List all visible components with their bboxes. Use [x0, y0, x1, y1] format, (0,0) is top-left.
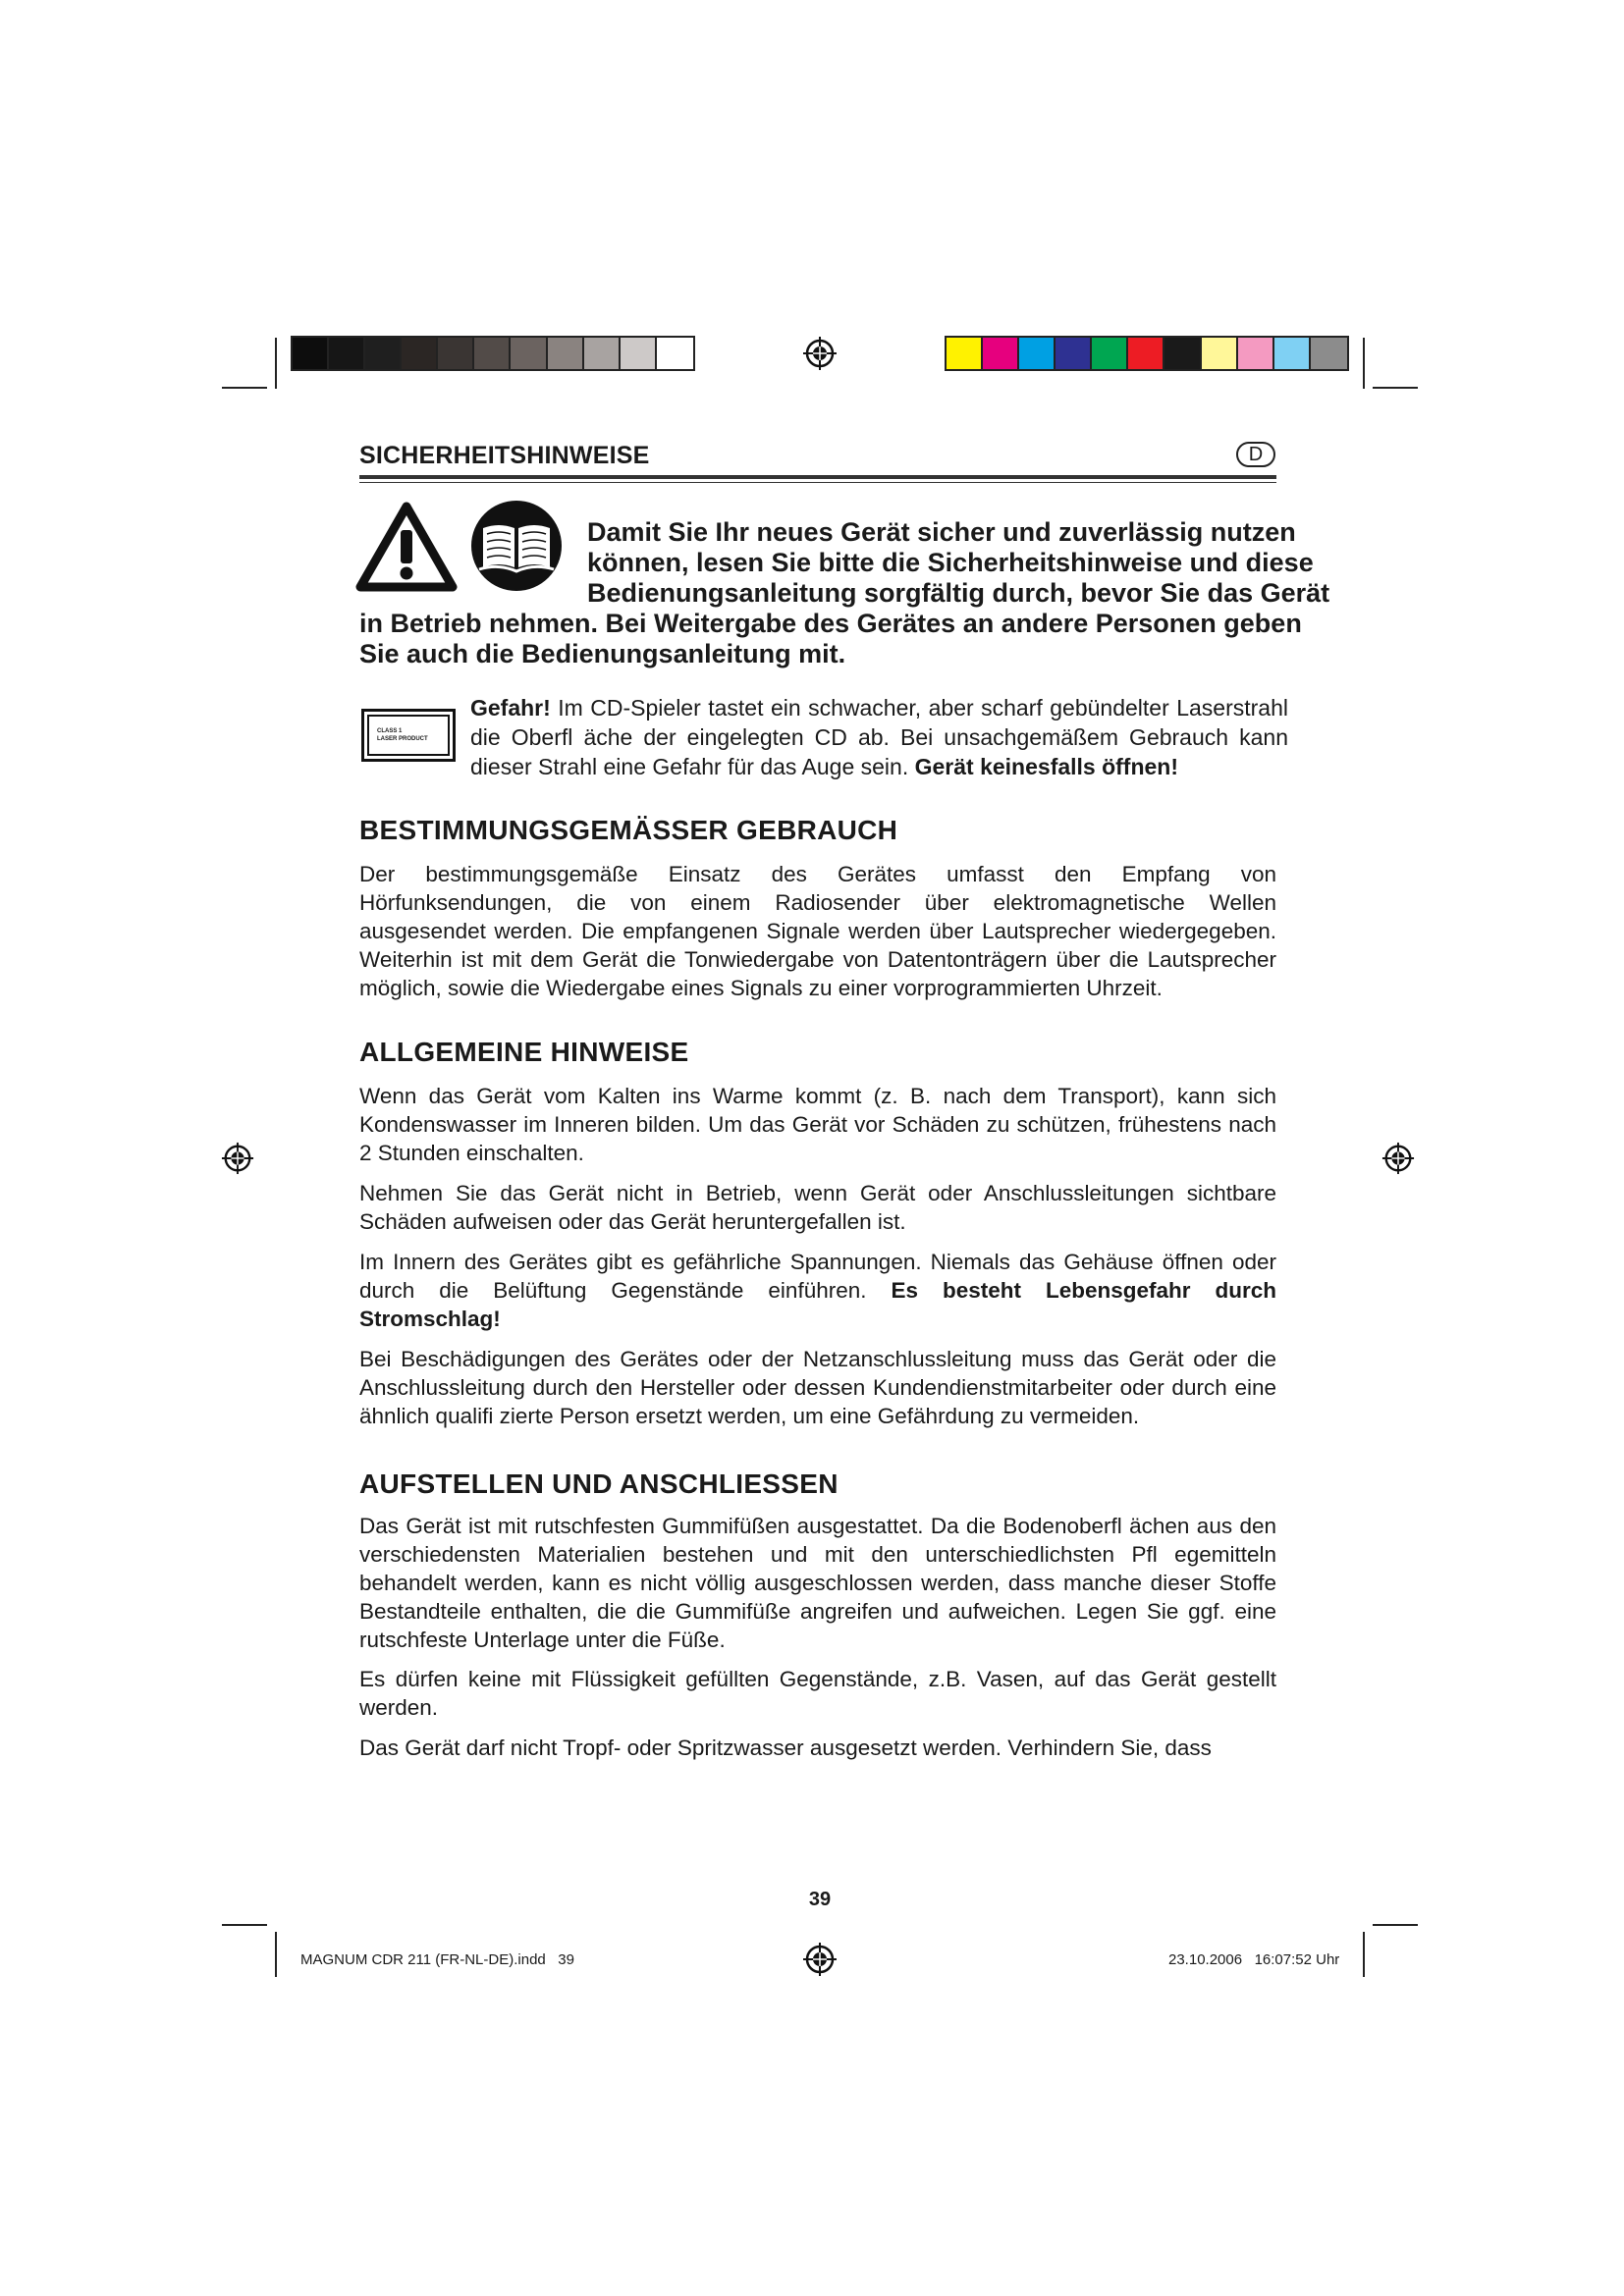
warning-triangle-icon	[355, 501, 458, 593]
grayscale-swatch	[511, 338, 547, 369]
intro-text-line: Bedienungsanleitung sorgfältig durch, bevor Sie das Gerät	[587, 578, 1330, 608]
crop-mark	[1363, 1932, 1365, 1977]
section-heading: BESTIMMUNGSGEMÄSSER GEBRAUCH	[359, 815, 898, 845]
paragraph: Das Gerät darf nicht Tropf- oder Spritzwasser ausgesetzt werden. Verhindern Sie, dass	[359, 1735, 1212, 1760]
laser-label-line: CLASS 1	[377, 728, 403, 734]
cmyk-swatch	[1238, 338, 1274, 369]
paragraph-text: Im Innern des Gerätes gibt es gefährliche Spannungen. Niemals das Gehäuse öffnen oder durch die Belüftung Gegenstände einführen.	[359, 1250, 1276, 1303]
laser-warning-lead: Gefahr!	[470, 695, 551, 721]
paragraph: Nehmen Sie das Gerät nicht in Betrieb, wenn Gerät oder Anschlussleitungen sichtbare Schäden aufweisen oder das Gerät heruntergefallen ist.	[359, 1181, 1276, 1234]
paragraph	[359, 1248, 1276, 1333]
section-heading: ALLGEMEINE HINWEISE	[359, 1037, 689, 1067]
cmyk-swatch	[1128, 338, 1164, 369]
section-heading: AUFSTELLEN UND ANSCHLIESSEN	[359, 1468, 839, 1499]
grayscale-swatch	[584, 338, 621, 369]
page-number: 39	[808, 1889, 832, 1910]
paragraph: Es dürfen keine mit Flüssigkeit gefüllten Gegenstände, z.B. Vasen, auf das Gerät gestellt werden.	[359, 1667, 1276, 1720]
intro-text-line: Damit Sie Ihr neues Gerät sicher und zuverlässig nutzen	[587, 517, 1296, 547]
language-badge: D	[1236, 442, 1275, 467]
crop-mark	[1373, 387, 1418, 389]
cmyk-swatch	[947, 338, 983, 369]
footer-timestamp: 23.10.2006 16:07:52 Uhr	[1168, 1951, 1340, 1968]
crop-mark	[275, 338, 277, 389]
intro-text-line: in Betrieb nehmen. Bei Weitergabe des Gerätes an andere Personen geben	[359, 609, 1302, 638]
registration-mark-icon	[802, 1942, 838, 1977]
crop-mark	[1373, 1924, 1418, 1926]
cmyk-swatch	[1274, 338, 1311, 369]
registration-mark-icon	[802, 336, 838, 371]
header-rule-thin	[359, 482, 1276, 483]
paragraph: Das Gerät ist mit rutschfesten Gummifüßen ausgestattet. Da die Bodenoberfl ächen aus den verschiedensten Materialien bestehen und mit den unterschiedlichsten Pfl egemitteln behandelt werden, kann es nicht völlig ausgeschlossen werden, dass manche dieser Stoffe Bestandteile enthalten, die die Gummifüße angreifen und aufweichen. Legen Sie ggf. eine rutschfeste Unterlage unter die Füße.	[359, 1514, 1276, 1652]
registration-mark-icon	[221, 1142, 254, 1175]
cmyk-swatch	[1311, 338, 1347, 369]
grayscale-swatch	[657, 338, 693, 369]
grayscale-swatch	[365, 338, 402, 369]
crop-mark	[275, 1932, 277, 1977]
grayscale-swatch	[329, 338, 365, 369]
grayscale-swatch	[548, 338, 584, 369]
footer-file-name: MAGNUM CDR 211 (FR-NL-DE).indd 39	[300, 1951, 574, 1968]
cmyk-swatch	[1164, 338, 1201, 369]
registration-mark-icon	[1381, 1142, 1415, 1175]
cmyk-swatch	[983, 338, 1019, 369]
paragraph: Bei Beschädigungen des Gerätes oder der Netzanschlussleitung muss das Gerät oder die Anschlussleitung durch den Hersteller oder dessen Kundendienstmitarbeiter oder durch eine ähnlich qualifi zierte Person ersetzt werden, um eine Gefährdung zu vermeiden.	[359, 1347, 1276, 1428]
crop-mark	[222, 387, 267, 389]
cmyk-swatch	[1019, 338, 1056, 369]
paragraph: Wenn das Gerät vom Kalten ins Warme kommt (z. B. nach dem Transport), kann sich Kondenswasser im Inneren bilden. Um das Gerät vor Schäden zu schützen, frühestens nach 2 Stunden einschalten.	[359, 1084, 1276, 1165]
cmyk-swatch	[1202, 338, 1238, 369]
grayscale-swatch	[293, 338, 329, 369]
crop-mark	[222, 1924, 267, 1926]
intro-text-line: können, lesen Sie bitte die Sicherheitshinweise und diese	[587, 548, 1314, 577]
cmyk-swatch	[1056, 338, 1092, 369]
crop-mark	[1363, 338, 1365, 389]
grayscale-swatch	[438, 338, 474, 369]
grayscale-color-bar	[291, 336, 695, 371]
paragraph: Der bestimmungsgemäße Einsatz des Gerätes umfasst den Empfang von Hörfunksendungen, die von einem Radiosender über elektromagnetische Wellen ausgesendet werden. Die empfangenen Signale werden über Lautsprecher wiedergegeben. Weiterhin ist mit dem Gerät die Tonwiedergabe von Datentonträgern über die Lautsprecher möglich, sowie die Wiedergabe eines Signals zu einer vorprogrammierten Uhrzeit.	[359, 862, 1276, 1000]
page-title: SICHERHEITSHINWEISE	[359, 442, 650, 469]
laser-class-label-icon	[361, 709, 456, 762]
intro-text-line: Sie auch die Bedienungsanleitung mit.	[359, 639, 846, 668]
header-rule	[359, 475, 1276, 479]
grayscale-swatch	[402, 338, 438, 369]
read-manual-book-icon	[469, 499, 564, 593]
laser-warning-emphasis: Gerät keinesfalls öffnen!	[914, 754, 1179, 779]
paragraph-emphasis: Es besteht Lebensgefahr durch Stromschlag!	[359, 1278, 1277, 1331]
cmyk-color-bar	[945, 336, 1349, 371]
laser-label-line: LASER PRODUCT	[377, 736, 428, 742]
grayscale-swatch	[474, 338, 511, 369]
laser-warning-paragraph	[470, 693, 1288, 781]
cmyk-swatch	[1092, 338, 1128, 369]
grayscale-swatch	[621, 338, 657, 369]
laser-warning-text: Im CD-Spieler tastet ein schwacher, aber scharf gebündelter Laserstrahl die Oberfl äche der eingelegten CD ab. Bei unsachgemäßem Gebrauch kann dieser Strahl eine Gefahr für das Auge sein.	[470, 695, 1288, 779]
